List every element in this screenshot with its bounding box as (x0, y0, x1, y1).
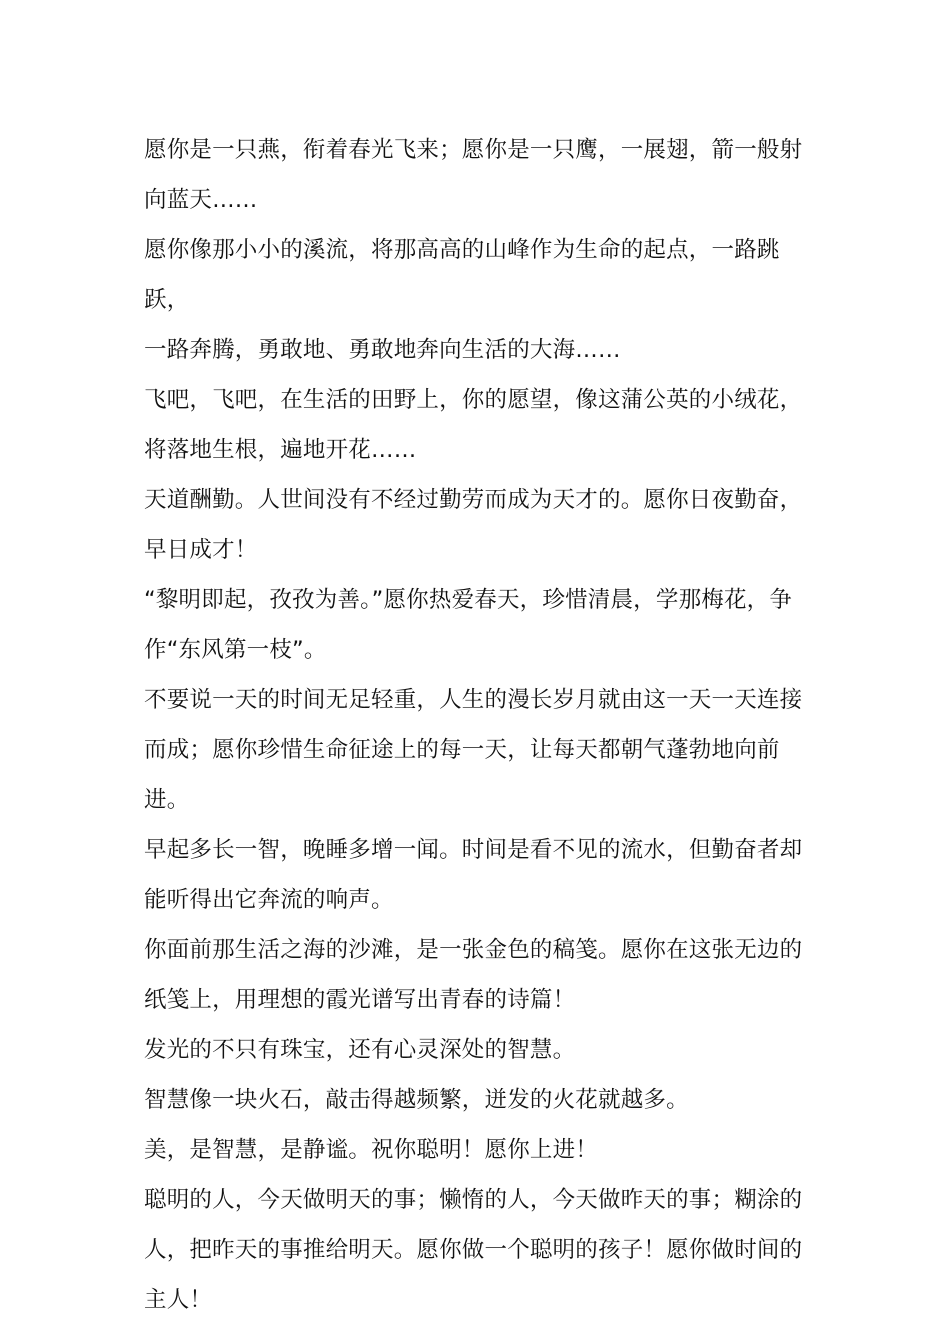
paragraph-7: 早起多长一智，晚睡多增一闻。时间是看不见的流水，但勤奋者却 能听得出它奔流的响声。 (144, 837, 803, 913)
paragraph-5: “黎明即起，孜孜为善。”愿你热爱春天，珍惜清晨，学那梅花，争 作“东风第一枝”。 (144, 587, 793, 663)
paragraph-10: 智慧像一块火石，敲击得越频繁，迸发的火花就越多。 (144, 1087, 689, 1113)
paragraph-9: 发光的不只有珠宝，还有心灵深处的智慧。 (144, 1037, 576, 1063)
paragraph-3: 飞吧，飞吧，在生活的田野上，你的愿望，像这蒲公英的小绒花， 将落地生根，遍地开花…… (144, 387, 803, 463)
paragraph-6: 不要说一天的时间无足轻重，人生的漫长岁月就由这一天一天连接 而成；愿你珍惜生命征途上的每一天，让每天都朝气蓬勃地向前进。 (144, 687, 803, 813)
paragraph-4: 天道酬勤。人世间没有不经过勤劳而成为天才的。愿你日夜勤奋， 早日成才！ (144, 487, 803, 563)
paragraph-11: 美，是智慧，是静谧。祝你聪明！愿你上进！ (144, 1137, 599, 1163)
document-body (144, 125, 824, 1325)
paragraph-12: 聪明的人，今天做明天的事；懒惰的人，今天做昨天的事；糊涂的 人，把昨天的事推给明天。愿你做一个聪明的孩子！愿你做时间的 主人！ (144, 1187, 803, 1313)
paragraph-8: 你面前那生活之海的沙滩，是一张金色的稿笺。愿你在这张无边的 纸笺上，用理想的霞光谱写出青春的诗篇！ (144, 937, 803, 1013)
paragraph-1: 愿你是一只燕，衔着春光飞来；愿你是一只鹰，一展翅，箭一般射 向蓝天…… (144, 137, 803, 213)
paragraph-2: 愿你像那小小的溪流，将那高高的山峰作为生命的起点，一路跳跃， 一路奔腾，勇敢地、勇敢地奔向生活的大海…… (144, 237, 780, 363)
